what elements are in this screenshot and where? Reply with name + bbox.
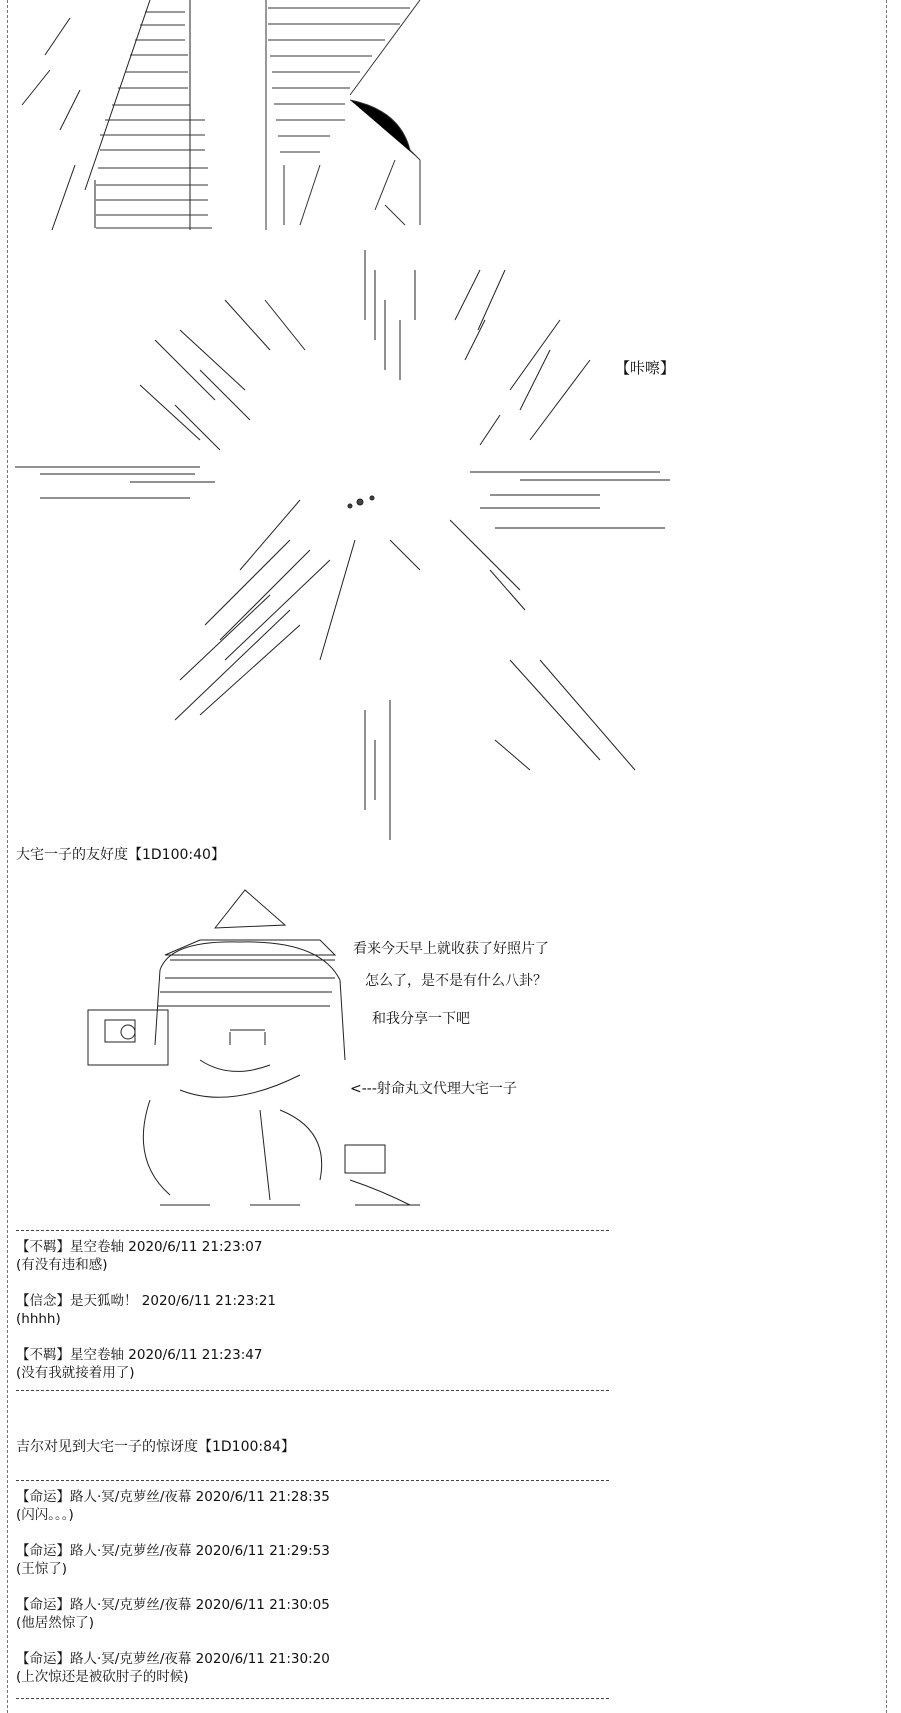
comment-header: 【不羁】星空卷轴 2020/6/11 21:23:07 <box>16 1239 263 1255</box>
divider <box>16 1698 609 1699</box>
speech-line-2: 怎么了，是不是有什么八卦？ <box>365 973 547 989</box>
comment-body: (他居然惊了) <box>16 1615 95 1631</box>
speech-line-1: 看来今天早上就收获了好照片了 <box>353 941 549 957</box>
comment-body: (hhhh) <box>16 1311 61 1327</box>
comment-header: 【命运】路人·冥/克萝丝/夜幕 2020/6/11 21:29:53 <box>16 1543 330 1559</box>
sfx-text: 【咔嚓】 <box>615 359 676 377</box>
surprise-roll: 吉尔对见到大宅一子的惊讶度【1D100:84】 <box>16 1439 295 1455</box>
divider <box>16 1480 609 1481</box>
comment-body: (上次惊还是被砍肘子的时候) <box>16 1669 189 1685</box>
comment-body: (有没有违和感) <box>16 1257 108 1273</box>
favor-roll: 大宅一子的友好度【1D100:40】 <box>16 847 225 863</box>
comment-header: 【命运】路人·冥/克萝丝/夜幕 2020/6/11 21:30:20 <box>16 1651 330 1667</box>
ascii-art-camera-flash <box>0 240 901 840</box>
ascii-art-legs <box>0 0 901 240</box>
divider <box>16 1390 609 1391</box>
character-label: <---射命丸文代理大宅一子 <box>350 1081 517 1097</box>
comment-body: (王惊了) <box>16 1561 68 1577</box>
comment-body: (闪闪。。。) <box>16 1507 74 1523</box>
comment-header: 【命运】路人·冥/克萝丝/夜幕 2020/6/11 21:28:35 <box>16 1489 330 1505</box>
comment-header: 【信念】是天狐呦！ 2020/6/11 21:23:21 <box>16 1293 276 1309</box>
comment-header: 【命运】路人·冥/克萝丝/夜幕 2020/6/11 21:30:05 <box>16 1597 330 1613</box>
divider <box>16 1230 609 1231</box>
comment-body: (没有我就接着用了) <box>16 1365 135 1381</box>
comment-header: 【不羁】星空卷轴 2020/6/11 21:23:47 <box>16 1347 263 1363</box>
speech-line-3: 和我分享一下吧 <box>372 1011 470 1027</box>
ascii-art-character <box>0 860 901 1220</box>
